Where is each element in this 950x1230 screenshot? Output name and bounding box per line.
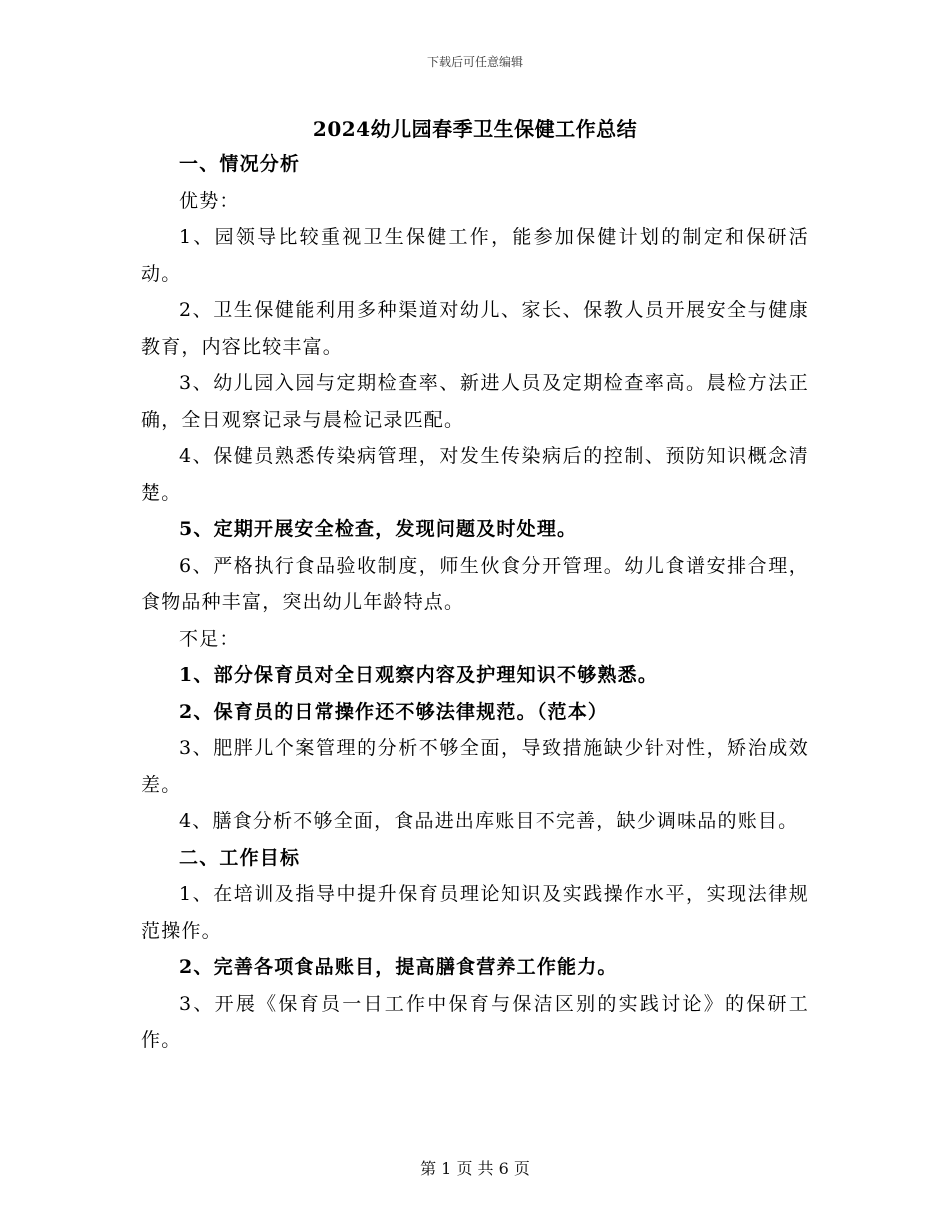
document-body [141, 146, 809, 1059]
paragraph: 4、保健员熟悉传染病管理，对发生传染病后的控制、预防知识概念清楚。 [141, 445, 809, 504]
paragraph: 不足： [179, 627, 240, 650]
paragraph: 2、保育员的日常操作还不够法律规范。（范本） [179, 700, 609, 723]
paragraph: 4、膳食分析不够全面，食品进出库账目不完善，缺少调味品的账目。 [179, 810, 799, 832]
paragraph: 5、定期开展安全检查，发现问题及时处理。 [179, 518, 578, 540]
paragraph: 3、肥胖儿个案管理的分析不够全面，导致措施缺少针对性，矫治成效差。 [141, 737, 809, 796]
paragraph: 1、部分保育员对全日观察内容及护理知识不够熟悉。 [179, 664, 659, 686]
page-number: 第 1 页 共 6 页 [420, 1159, 530, 1178]
paragraph: 6、严格执行食品验收制度，师生伙食分开管理。幼儿食谱安排合理，食物品种丰富，突出幼儿年龄特点。 [141, 554, 809, 613]
paragraph: 2、完善各项食品账目，提高膳食营养工作能力。 [179, 956, 618, 978]
page-header: 下载后可任意编辑 [426, 55, 523, 69]
paragraph: 2、卫生保健能利用多种渠道对幼儿、家长、保教人员开展安全与健康教育，内容比较丰富。 [141, 299, 809, 358]
paragraph: 3、幼儿园入园与定期检查率、新进人员及定期检查率高。晨检方法正确，全日观察记录与晨检记录匹配。 [141, 372, 809, 431]
document-title: 2024幼儿园春季卫生保健工作总结 [312, 117, 638, 141]
paragraph: 优势： [179, 189, 240, 212]
section-heading: 一、情况分析 [179, 153, 301, 175]
section-heading: 二、工作目标 [179, 846, 301, 869]
paragraph: 1、园领导比较重视卫生保健工作，能参加保健计划的制定和保研活动。 [141, 226, 809, 285]
paragraph: 1、在培训及指导中提升保育员理论知识及实践操作水平，实现法律规范操作。 [141, 883, 809, 942]
paragraph: 3、开展《保育员一日工作中保育与保洁区别的实践讨论》的保研工作。 [141, 992, 809, 1051]
